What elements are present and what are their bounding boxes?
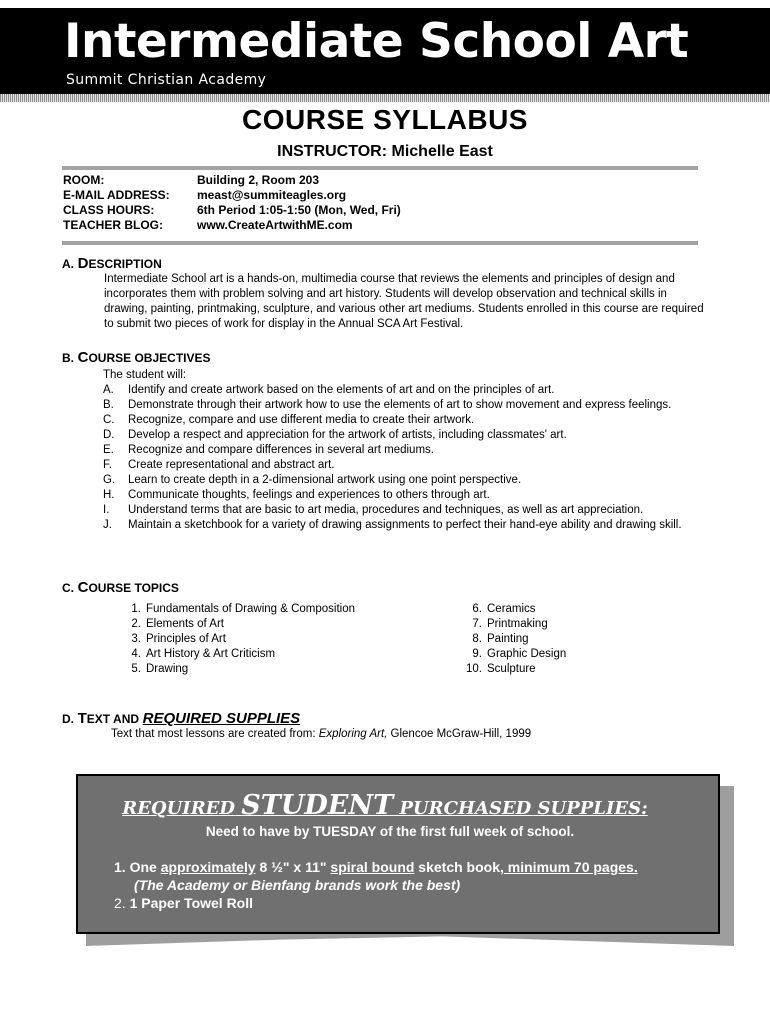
- document-title: COURSE SYLLABUS: [242, 104, 528, 135]
- list-item: F. Create representational and abstract art.: [103, 459, 335, 471]
- objectives-intro: The student will:: [103, 369, 187, 381]
- supply-item-1-note: (The Academy or Bienfang brands work the best): [134, 877, 461, 893]
- list-item: E. Recognize and compare differences in several art mediums.: [103, 444, 434, 456]
- description-text: Intermediate School art is a hands-on, multimedia course that reviews the elements and principles of design and incorporates them with problem solving and art history. Students will develop observation and technical skills in drawing, painting, printmaking, sculpture, and various other art mediums. Students enrolled in this course are required to submit two pieces of work for display in the Annual SCA Art Festival.: [104, 273, 704, 330]
- list-item: A. Identify and create artwork based on the elements of art and on the principles of art.: [103, 384, 555, 396]
- section-heading-description: A. DESCRIPTION: [62, 255, 162, 272]
- list-item: B. Demonstrate through their artwork how to use the elements of art to show movement and express feelings.: [103, 399, 672, 411]
- list-item: H. Communicate thoughts, feelings and experiences to others through art.: [103, 489, 490, 501]
- info-row-teacher-blog: [63, 218, 401, 233]
- info-row-room: [63, 173, 401, 188]
- info-row-email: [63, 188, 401, 203]
- info-value: meast@summiteagles.org: [197, 188, 347, 202]
- section-heading-objectives: B. COURSE OBJECTIVES: [62, 349, 211, 366]
- textbook-line: Text that most lessons are created from: Exploring Art, Glencoe McGraw-Hill, 1999: [111, 728, 532, 740]
- list-item: 6. Ceramics: [472, 603, 536, 615]
- list-item: 2. Elements of Art: [131, 618, 224, 630]
- info-label: CLASS HOURS:: [63, 203, 155, 217]
- supply-item-2: 2. 1 Paper Towel Roll: [114, 895, 254, 911]
- topics-left-column: [118, 602, 355, 677]
- info-label: ROOM:: [63, 173, 105, 187]
- objectives-list: [103, 368, 703, 533]
- list-item: D. Develop a respect and appreciation for the artwork of artists, including classmates' art.: [103, 429, 567, 441]
- info-value: www.CreateArtwithME.com: [197, 218, 353, 232]
- supplies-box-heading: REQUIRED STUDENT PURCHASED SUPPLIES:: [122, 790, 648, 821]
- banner-title: Intermediate School Art: [64, 14, 689, 69]
- list-item: 10. Sculpture: [466, 663, 536, 675]
- supply-item-1: 1. One approximately 8 ½" x 11" spiral bound sketch book, minimum 70 pages.: [114, 859, 638, 875]
- supplies-box-subheading: Need to have by TUESDAY of the first full week of school.: [205, 824, 575, 839]
- list-item: J. Maintain a sketchbook for a variety of drawing assignments to perfect their hand-eye ability and drawing skill.: [103, 519, 682, 531]
- info-value: 6th Period 1:05-1:50 (Mon, Wed, Fri): [197, 203, 401, 217]
- instructor-line: INSTRUCTOR: Michelle East: [277, 143, 493, 160]
- info-label: E-MAIL ADDRESS:: [63, 188, 170, 202]
- list-item: 8. Painting: [472, 633, 529, 645]
- section-heading-topics: C. COURSE TOPICS: [62, 579, 179, 596]
- list-item: 1. Fundamentals of Drawing & Composition: [131, 603, 356, 615]
- textbook-title: Exploring Art,: [318, 728, 388, 740]
- info-value: Building 2, Room 203: [197, 173, 320, 187]
- section-heading-text-supplies: D. TEXT AND REQUIRED SUPPLIES: [62, 710, 301, 727]
- topics-right-column: [459, 602, 566, 677]
- divider-rule: [62, 166, 698, 170]
- list-item: 5. Drawing: [131, 663, 189, 675]
- list-item: C. Recognize, compare and use different media to create their artwork.: [103, 414, 475, 426]
- banner-dither-strip: [0, 94, 770, 102]
- info-row-class-hours: [63, 203, 401, 218]
- list-item: G. Learn to create depth in a 2-dimensional artwork using one point perspective.: [103, 474, 522, 486]
- banner-subtitle: Summit Christian Academy: [66, 72, 267, 88]
- list-item: 7. Printmaking: [472, 618, 548, 630]
- list-item: 4. Art History & Art Criticism: [131, 648, 276, 660]
- info-label: TEACHER BLOG:: [63, 218, 163, 232]
- course-info: [63, 173, 401, 233]
- list-item: 3. Principles of Art: [131, 633, 226, 645]
- list-item: 9. Graphic Design: [472, 648, 567, 660]
- divider-rule: [62, 241, 698, 245]
- list-item: I. Understand terms that are basic to art media, procedures and techniques, as well as art appreciation.: [103, 504, 644, 516]
